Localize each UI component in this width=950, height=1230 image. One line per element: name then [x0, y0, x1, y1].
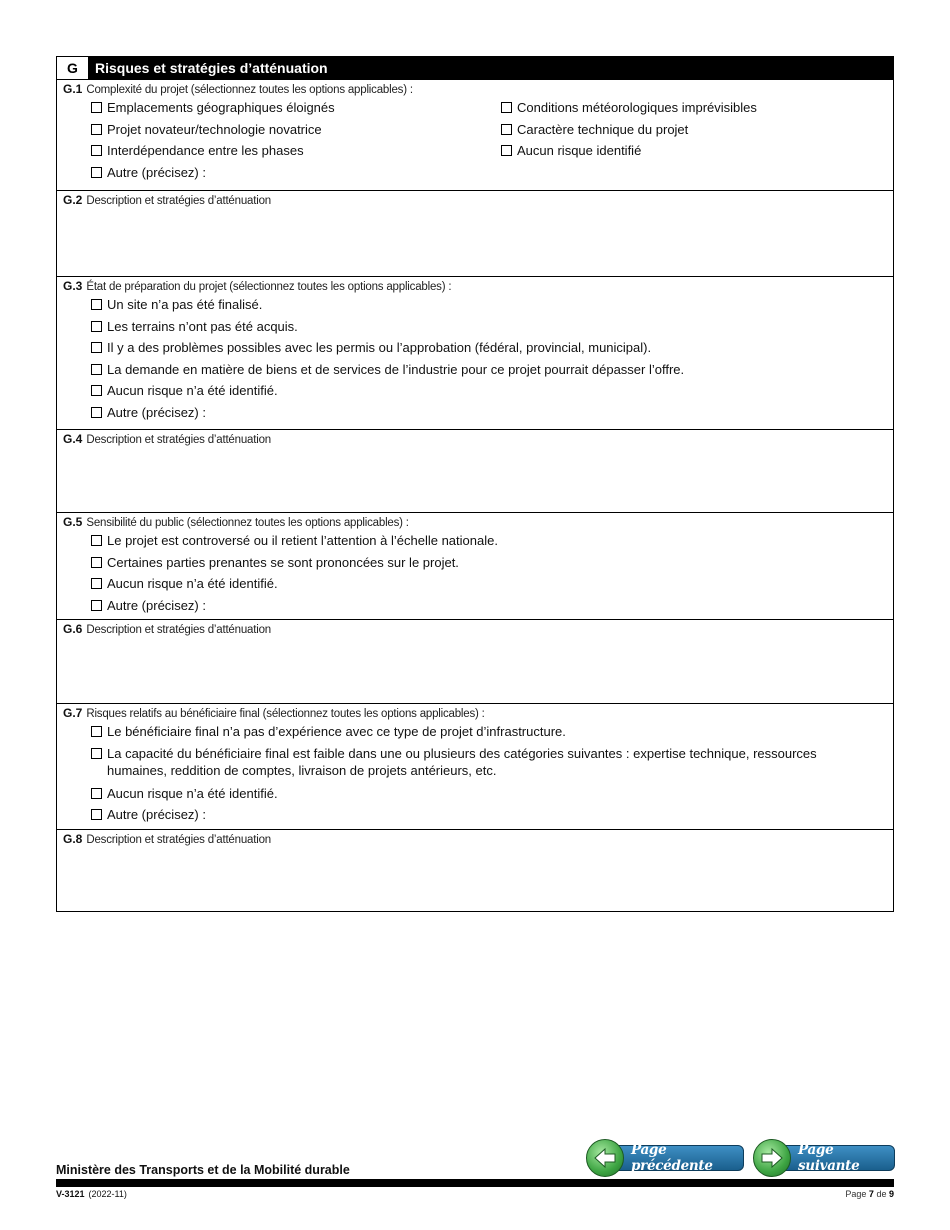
checkbox[interactable] — [501, 102, 512, 113]
g2-label: Description et stratégies d’atténuation — [86, 195, 271, 207]
risk-form — [56, 56, 894, 912]
arrow-right-icon — [753, 1139, 791, 1177]
g6-label: Description et stratégies d’atténuation — [86, 624, 271, 636]
g5-section — [57, 512, 893, 619]
next-page-label: Page suivante — [771, 1145, 895, 1171]
g1-option[interactable]: Projet novateur/technologie novatrice — [91, 121, 501, 143]
g7-option[interactable]: Aucun risque n’a été identifié. — [91, 785, 893, 807]
checkbox[interactable] — [91, 145, 102, 156]
g3-option[interactable]: Un site n’a pas été finalisé. — [91, 296, 893, 318]
g3-option[interactable]: Il y a des problèmes possibles avec les permis ou l’approbation (fédéral, provincial, municipal). — [91, 339, 893, 361]
g1-question: Complexité du projet (sélectionnez toutes les options applicables) : — [86, 84, 413, 96]
checkbox[interactable] — [91, 557, 102, 568]
checkbox[interactable] — [91, 102, 102, 113]
checkbox[interactable] — [91, 385, 102, 396]
checkbox[interactable] — [91, 364, 102, 375]
checkbox[interactable] — [91, 167, 102, 178]
next-page-button[interactable] — [753, 1139, 895, 1177]
g3-section — [57, 276, 893, 429]
form-code: V-3121 (2022-11) — [56, 1189, 127, 1199]
checkbox[interactable] — [91, 578, 102, 589]
g5-option[interactable]: Certaines parties prenantes se sont prononcées sur le projet. — [91, 554, 893, 576]
g7-option[interactable]: Le bénéficiaire final n’a pas d’expérience avec ce type de projet d’infrastructure. — [91, 723, 893, 745]
g5-option[interactable]: Le projet est controversé ou il retient l’attention à l’échelle nationale. — [91, 532, 893, 554]
g7-section — [57, 703, 893, 829]
g7-option[interactable]: Autre (précisez) : — [91, 806, 893, 828]
g6-number: G.6 — [63, 622, 83, 636]
g2-text-area[interactable] — [57, 190, 893, 276]
checkbox[interactable] — [501, 124, 512, 135]
g4-text-area[interactable] — [57, 429, 893, 512]
checkbox[interactable] — [91, 809, 102, 820]
checkbox[interactable] — [501, 145, 512, 156]
g8-text-area[interactable] — [57, 829, 893, 911]
g5-number: G.5 — [63, 515, 83, 529]
checkbox[interactable] — [91, 748, 102, 759]
g7-number: G.7 — [63, 706, 83, 720]
checkbox[interactable] — [91, 600, 102, 611]
g5-question: Sensibilité du public (sélectionnez toutes les options applicables) : — [86, 517, 409, 529]
g1-option[interactable]: Conditions météorologiques imprévisibles — [501, 99, 881, 121]
g3-number: G.3 — [63, 279, 83, 293]
checkbox[interactable] — [91, 342, 102, 353]
previous-page-label: Page précédente — [604, 1145, 744, 1171]
g3-option[interactable]: La demande en matière de biens et de services de l’industrie pour ce projet pourrait dépasser l’offre. — [91, 361, 893, 383]
checkbox[interactable] — [91, 299, 102, 310]
g1-option[interactable]: Interdépendance entre les phases — [91, 142, 501, 164]
previous-page-button[interactable] — [586, 1139, 744, 1177]
g4-label: Description et stratégies d’atténuation — [86, 434, 271, 446]
g8-label: Description et stratégies d’atténuation — [86, 834, 271, 846]
page-indicator: Page 7 de 9 — [845, 1189, 894, 1199]
g5-option[interactable]: Aucun risque n’a été identifié. — [91, 575, 893, 597]
section-title: Risques et stratégies d’atténuation — [95, 60, 328, 76]
ministry-name: Ministère des Transports et de la Mobilité durable — [56, 1163, 350, 1177]
g1-number: G.1 — [63, 82, 83, 96]
section-letter: G — [57, 57, 89, 79]
checkbox[interactable] — [91, 124, 102, 135]
g1-option[interactable]: Autre (précisez) : — [91, 164, 501, 186]
checkbox[interactable] — [91, 321, 102, 332]
g3-question: État de préparation du projet (sélectionnez toutes les options applicables) : — [86, 281, 452, 293]
g1-option[interactable]: Caractère technique du projet — [501, 121, 881, 143]
g4-number: G.4 — [63, 432, 83, 446]
arrow-left-icon — [586, 1139, 624, 1177]
checkbox[interactable] — [91, 407, 102, 418]
checkbox[interactable] — [91, 788, 102, 799]
g1-section — [57, 79, 893, 190]
g1-option[interactable]: Emplacements géographiques éloignés — [91, 99, 501, 121]
g3-option[interactable]: Aucun risque n’a été identifié. — [91, 382, 893, 404]
g5-option[interactable]: Autre (précisez) : — [91, 597, 893, 619]
footer-divider — [56, 1179, 894, 1187]
section-header — [57, 57, 893, 79]
checkbox[interactable] — [91, 726, 102, 737]
g1-option[interactable]: Aucun risque identifié — [501, 142, 881, 164]
g3-option[interactable]: Autre (précisez) : — [91, 404, 893, 426]
g2-number: G.2 — [63, 193, 83, 207]
g6-text-area[interactable] — [57, 619, 893, 703]
checkbox[interactable] — [91, 535, 102, 546]
g7-option[interactable]: La capacité du bénéficiaire final est faible dans une ou plusieurs des catégories suivantes : expertise technique, ressources humaines, reddition de comptes, livraison de projets antérieurs, etc. — [91, 745, 893, 785]
g7-question: Risques relatifs au bénéficiaire final (sélectionnez toutes les options applicables) : — [86, 708, 485, 720]
g3-option[interactable]: Les terrains n’ont pas été acquis. — [91, 318, 893, 340]
g8-number: G.8 — [63, 832, 83, 846]
